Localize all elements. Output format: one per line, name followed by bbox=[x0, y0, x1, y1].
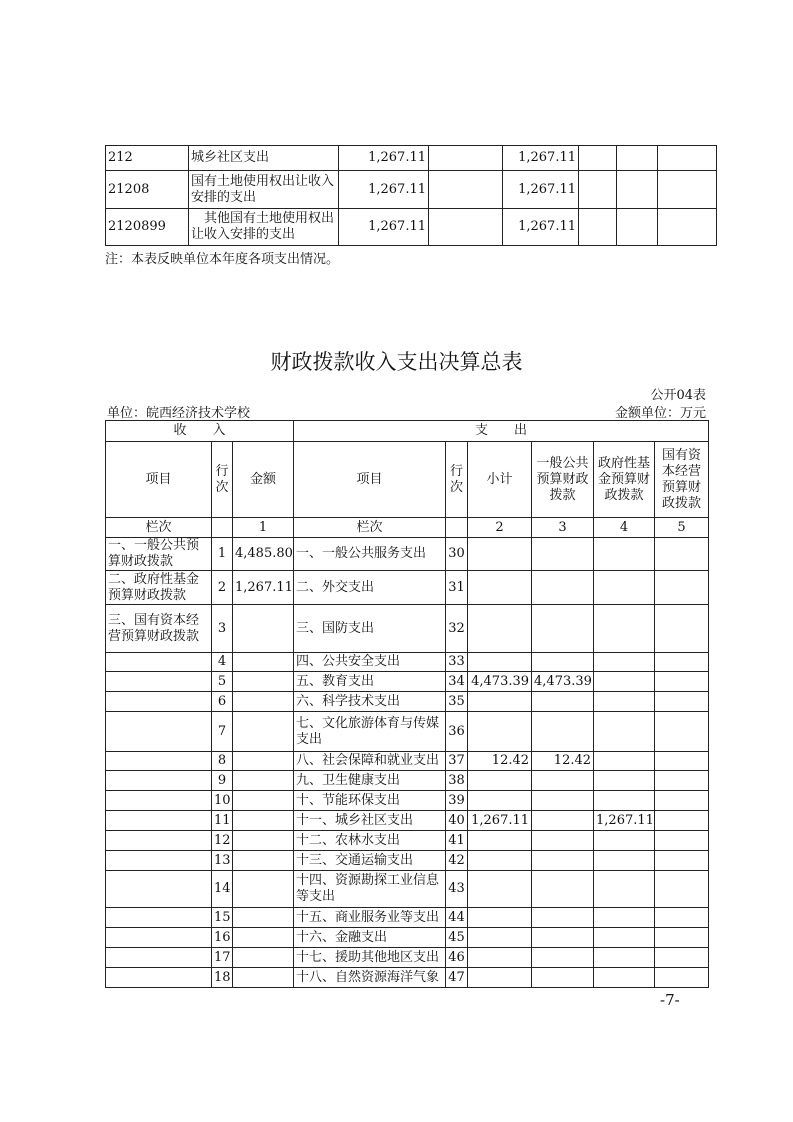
state-capital-header: 国有资本经营预算财政拨款 bbox=[655, 442, 709, 518]
column-index-label: 栏次 bbox=[294, 518, 446, 538]
cell-gen bbox=[532, 791, 594, 811]
cell-in-line: 7 bbox=[212, 712, 233, 752]
table-row bbox=[106, 146, 717, 171]
cell-in-line: 15 bbox=[212, 908, 233, 928]
cell-sub bbox=[468, 605, 532, 653]
cell-ex-item: 六、科学技术支出 bbox=[294, 692, 446, 712]
cell-in-item bbox=[106, 752, 212, 771]
empty-cell bbox=[212, 518, 233, 538]
cell-in-item bbox=[106, 692, 212, 712]
cell-ex-line: 39 bbox=[446, 791, 468, 811]
table-row bbox=[106, 752, 709, 771]
cell-state bbox=[655, 712, 709, 752]
cell-in-amt bbox=[233, 672, 294, 692]
cell-name: 国有土地使用权出让收入安排的支出 bbox=[189, 171, 339, 209]
cell-c2 bbox=[429, 171, 503, 209]
amount-unit-label: 金额单位：万元 bbox=[614, 406, 706, 421]
expense-header: 支 出 bbox=[294, 421, 709, 442]
cell-gen bbox=[532, 851, 594, 871]
cell-in-item bbox=[106, 968, 212, 988]
cell-state bbox=[655, 948, 709, 968]
cell-fund bbox=[594, 928, 655, 948]
cell-ex-line: 42 bbox=[446, 851, 468, 871]
column-index: 2 bbox=[468, 518, 532, 538]
cell-ex-item: 七、文化旅游体育与传媒支出 bbox=[294, 712, 446, 752]
fund-budget-header: 政府性基金预算财政拨款 bbox=[594, 442, 655, 518]
form-number: 公开04表 bbox=[650, 388, 706, 403]
cell-sub bbox=[468, 571, 532, 605]
cell-ex-line: 31 bbox=[446, 571, 468, 605]
cell-state bbox=[655, 752, 709, 771]
cell-fund bbox=[594, 605, 655, 653]
cell-in-amt: 4,485.80 bbox=[233, 538, 294, 571]
table-row bbox=[106, 771, 709, 791]
cell-sub: 4,473.39 bbox=[468, 672, 532, 692]
empty-cell bbox=[617, 209, 658, 246]
table-row bbox=[106, 571, 709, 605]
cell-fund bbox=[594, 538, 655, 571]
cell-state bbox=[655, 692, 709, 712]
cell-in-item bbox=[106, 672, 212, 692]
cell-gen bbox=[532, 948, 594, 968]
page-title: 财政拨款收入支出决算总表 bbox=[270, 350, 523, 374]
cell-ex-item: 十八、自然资源海洋气象 bbox=[294, 968, 446, 988]
cell-fund bbox=[594, 692, 655, 712]
cell-sub bbox=[468, 871, 532, 908]
cell-gen bbox=[532, 605, 594, 653]
cell-ex-line: 37 bbox=[446, 752, 468, 771]
cell-sub bbox=[468, 851, 532, 871]
cell-sub bbox=[468, 928, 532, 948]
cell-fund bbox=[594, 791, 655, 811]
table-row bbox=[106, 871, 709, 908]
fiscal-summary-table bbox=[105, 420, 709, 988]
cell-ex-line: 30 bbox=[446, 538, 468, 571]
cell-in-line: 8 bbox=[212, 752, 233, 771]
cell-gen bbox=[532, 968, 594, 988]
table-row bbox=[106, 605, 709, 653]
cell-in-amt bbox=[233, 968, 294, 988]
cell-gen bbox=[532, 811, 594, 831]
cell-gen bbox=[532, 908, 594, 928]
cell-ex-item: 十五、商业服务业等支出 bbox=[294, 908, 446, 928]
expense-item-header: 项目 bbox=[294, 442, 446, 518]
cell-in-line: 17 bbox=[212, 948, 233, 968]
cell-fund bbox=[594, 653, 655, 672]
cell-in-amt bbox=[233, 605, 294, 653]
cell-gen bbox=[532, 712, 594, 752]
cell-fund bbox=[594, 831, 655, 851]
cell-gen: 12.42 bbox=[532, 752, 594, 771]
expense-line-header: 行次 bbox=[446, 442, 468, 518]
table-row bbox=[106, 851, 709, 871]
column-index-label: 栏次 bbox=[106, 518, 212, 538]
cell-ex-line: 43 bbox=[446, 871, 468, 908]
cell-ex-item: 二、外交支出 bbox=[294, 571, 446, 605]
cell-in-item bbox=[106, 811, 212, 831]
cell-ex-item: 十六、金融支出 bbox=[294, 928, 446, 948]
cell-code: 212 bbox=[106, 146, 189, 171]
cell-gen bbox=[532, 653, 594, 672]
cell-in-line: 4 bbox=[212, 653, 233, 672]
cell-ex-line: 36 bbox=[446, 712, 468, 752]
empty-cell bbox=[579, 146, 617, 171]
cell-fund: 1,267.11 bbox=[594, 811, 655, 831]
cell-code: 2120899 bbox=[106, 209, 189, 246]
column-index: 1 bbox=[233, 518, 294, 538]
cell-gen: 4,473.39 bbox=[532, 672, 594, 692]
cell-in-line: 6 bbox=[212, 692, 233, 712]
table-row bbox=[106, 948, 709, 968]
cell-state bbox=[655, 908, 709, 928]
cell-total: 1,267.11 bbox=[339, 171, 429, 209]
cell-ex-item: 四、公共安全支出 bbox=[294, 653, 446, 672]
cell-ex-item: 八、社会保障和就业支出 bbox=[294, 752, 446, 771]
table-row bbox=[106, 171, 717, 209]
cell-in-line: 12 bbox=[212, 831, 233, 851]
cell-fund bbox=[594, 968, 655, 988]
cell-in-line: 16 bbox=[212, 928, 233, 948]
cell-in-line: 3 bbox=[212, 605, 233, 653]
cell-ex-line: 33 bbox=[446, 653, 468, 672]
empty-cell bbox=[617, 171, 658, 209]
table-row bbox=[106, 791, 709, 811]
table-note: 注：本表反映单位本年度各项支出情况。 bbox=[105, 252, 340, 267]
cell-state bbox=[655, 928, 709, 948]
cell-ex-line: 34 bbox=[446, 672, 468, 692]
table-row bbox=[106, 538, 709, 571]
cell-state bbox=[655, 831, 709, 851]
cell-sub: 1,267.11 bbox=[468, 811, 532, 831]
cell-in-amt bbox=[233, 928, 294, 948]
cell-sub bbox=[468, 831, 532, 851]
cell-in-amt: 1,267.11 bbox=[233, 571, 294, 605]
cell-gen bbox=[532, 538, 594, 571]
general-budget-header: 一般公共预算财政拨款 bbox=[532, 442, 594, 518]
cell-in-line: 13 bbox=[212, 851, 233, 871]
cell-fund bbox=[594, 908, 655, 928]
cell-ex-item: 十二、农林水支出 bbox=[294, 831, 446, 851]
cell-sub bbox=[468, 712, 532, 752]
cell-in-amt bbox=[233, 791, 294, 811]
cell-ex-line: 41 bbox=[446, 831, 468, 851]
cell-ex-item: 十四、资源勘探工业信息等支出 bbox=[294, 871, 446, 908]
cell-in-item bbox=[106, 791, 212, 811]
empty-cell bbox=[446, 518, 468, 538]
cell-fund bbox=[594, 948, 655, 968]
cell-fund bbox=[594, 851, 655, 871]
cell-state bbox=[655, 605, 709, 653]
cell-fund bbox=[594, 752, 655, 771]
cell-in-item bbox=[106, 653, 212, 672]
cell-fund bbox=[594, 771, 655, 791]
cell-c2 bbox=[429, 209, 503, 246]
cell-in-line: 2 bbox=[212, 571, 233, 605]
cell-in-item bbox=[106, 851, 212, 871]
cell-sub bbox=[468, 968, 532, 988]
cell-fund bbox=[594, 871, 655, 908]
cell-in-line: 9 bbox=[212, 771, 233, 791]
cell-in-line: 5 bbox=[212, 672, 233, 692]
cell-sub bbox=[468, 653, 532, 672]
cell-in-item bbox=[106, 948, 212, 968]
column-index: 4 bbox=[594, 518, 655, 538]
cell-in-item bbox=[106, 928, 212, 948]
cell-state bbox=[655, 771, 709, 791]
cell-in-item bbox=[106, 871, 212, 908]
empty-cell bbox=[658, 209, 717, 246]
cell-in-amt bbox=[233, 851, 294, 871]
cell-sub bbox=[468, 692, 532, 712]
cell-gen bbox=[532, 928, 594, 948]
cell-state bbox=[655, 851, 709, 871]
cell-in-line: 18 bbox=[212, 968, 233, 988]
cell-sub bbox=[468, 908, 532, 928]
empty-cell bbox=[617, 146, 658, 171]
table-row bbox=[106, 968, 709, 988]
cell-in-item bbox=[106, 908, 212, 928]
cell-in-amt bbox=[233, 692, 294, 712]
cell-ex-item: 十三、交通运输支出 bbox=[294, 851, 446, 871]
cell-in-amt bbox=[233, 712, 294, 752]
cell-gen bbox=[532, 831, 594, 851]
empty-cell bbox=[579, 209, 617, 246]
cell-in-amt bbox=[233, 908, 294, 928]
column-index: 3 bbox=[532, 518, 594, 538]
cell-ex-item: 一、一般公共服务支出 bbox=[294, 538, 446, 571]
cell-in-item: 一、一般公共预算财政拨款 bbox=[106, 538, 212, 571]
cell-fund bbox=[594, 672, 655, 692]
cell-in-line: 14 bbox=[212, 871, 233, 908]
cell-in-item bbox=[106, 712, 212, 752]
table-row bbox=[106, 209, 717, 246]
cell-in-item: 三、国有资本经营预算财政拨款 bbox=[106, 605, 212, 653]
cell-c3: 1,267.11 bbox=[503, 146, 579, 171]
cell-fund bbox=[594, 571, 655, 605]
cell-state bbox=[655, 968, 709, 988]
cell-state bbox=[655, 672, 709, 692]
empty-cell bbox=[658, 171, 717, 209]
cell-ex-item: 十七、援助其他地区支出 bbox=[294, 948, 446, 968]
cell-name: 其他国有土地使用权出让收入安排的支出 bbox=[189, 209, 339, 246]
cell-in-amt bbox=[233, 948, 294, 968]
cell-ex-item: 三、国防支出 bbox=[294, 605, 446, 653]
expense-detail-table bbox=[105, 145, 717, 246]
empty-cell bbox=[658, 146, 717, 171]
cell-sub bbox=[468, 771, 532, 791]
income-amount-header: 金额 bbox=[233, 442, 294, 518]
cell-in-line: 1 bbox=[212, 538, 233, 571]
cell-ex-item: 五、教育支出 bbox=[294, 672, 446, 692]
cell-ex-item: 十一、城乡社区支出 bbox=[294, 811, 446, 831]
table-row bbox=[106, 672, 709, 692]
subtotal-header: 小计 bbox=[468, 442, 532, 518]
table-row bbox=[106, 908, 709, 928]
cell-ex-line: 35 bbox=[446, 692, 468, 712]
income-line-header: 行次 bbox=[212, 442, 233, 518]
empty-cell bbox=[579, 171, 617, 209]
income-item-header: 项目 bbox=[106, 442, 212, 518]
cell-gen bbox=[532, 871, 594, 908]
cell-sub: 12.42 bbox=[468, 752, 532, 771]
table-row bbox=[106, 831, 709, 851]
cell-ex-line: 46 bbox=[446, 948, 468, 968]
cell-state bbox=[655, 791, 709, 811]
cell-ex-item: 九、卫生健康支出 bbox=[294, 771, 446, 791]
cell-gen bbox=[532, 571, 594, 605]
unit-label: 单位：皖西经济技术学校 bbox=[107, 406, 251, 421]
cell-c3: 1,267.11 bbox=[503, 171, 579, 209]
cell-code: 21208 bbox=[106, 171, 189, 209]
table-row bbox=[106, 928, 709, 948]
cell-ex-line: 45 bbox=[446, 928, 468, 948]
cell-total: 1,267.11 bbox=[339, 209, 429, 246]
cell-in-line: 10 bbox=[212, 791, 233, 811]
cell-in-amt bbox=[233, 871, 294, 908]
cell-total: 1,267.11 bbox=[339, 146, 429, 171]
cell-in-amt bbox=[233, 811, 294, 831]
cell-c3: 1,267.11 bbox=[503, 209, 579, 246]
cell-in-item bbox=[106, 771, 212, 791]
cell-ex-line: 44 bbox=[446, 908, 468, 928]
cell-sub bbox=[468, 538, 532, 571]
cell-name: 城乡社区支出 bbox=[189, 146, 339, 171]
cell-ex-line: 47 bbox=[446, 968, 468, 988]
table-row bbox=[106, 653, 709, 672]
cell-c2 bbox=[429, 146, 503, 171]
cell-gen bbox=[532, 771, 594, 791]
cell-in-item bbox=[106, 831, 212, 851]
cell-in-line: 11 bbox=[212, 811, 233, 831]
table-row bbox=[106, 712, 709, 752]
cell-in-amt bbox=[233, 831, 294, 851]
column-index: 5 bbox=[655, 518, 709, 538]
cell-in-item: 二、政府性基金预算财政拨款 bbox=[106, 571, 212, 605]
cell-sub bbox=[468, 791, 532, 811]
cell-state bbox=[655, 811, 709, 831]
table-row bbox=[106, 692, 709, 712]
cell-state bbox=[655, 871, 709, 908]
cell-state bbox=[655, 538, 709, 571]
cell-gen bbox=[532, 692, 594, 712]
cell-ex-line: 32 bbox=[446, 605, 468, 653]
cell-fund bbox=[594, 712, 655, 752]
table-row bbox=[106, 811, 709, 831]
cell-ex-line: 38 bbox=[446, 771, 468, 791]
cell-in-amt bbox=[233, 752, 294, 771]
cell-state bbox=[655, 571, 709, 605]
cell-in-amt bbox=[233, 771, 294, 791]
cell-ex-item: 十、节能环保支出 bbox=[294, 791, 446, 811]
cell-state bbox=[655, 653, 709, 672]
cell-sub bbox=[468, 948, 532, 968]
cell-ex-line: 40 bbox=[446, 811, 468, 831]
page-number: -7- bbox=[660, 991, 680, 1009]
cell-in-amt bbox=[233, 653, 294, 672]
income-header: 收 入 bbox=[106, 421, 294, 442]
